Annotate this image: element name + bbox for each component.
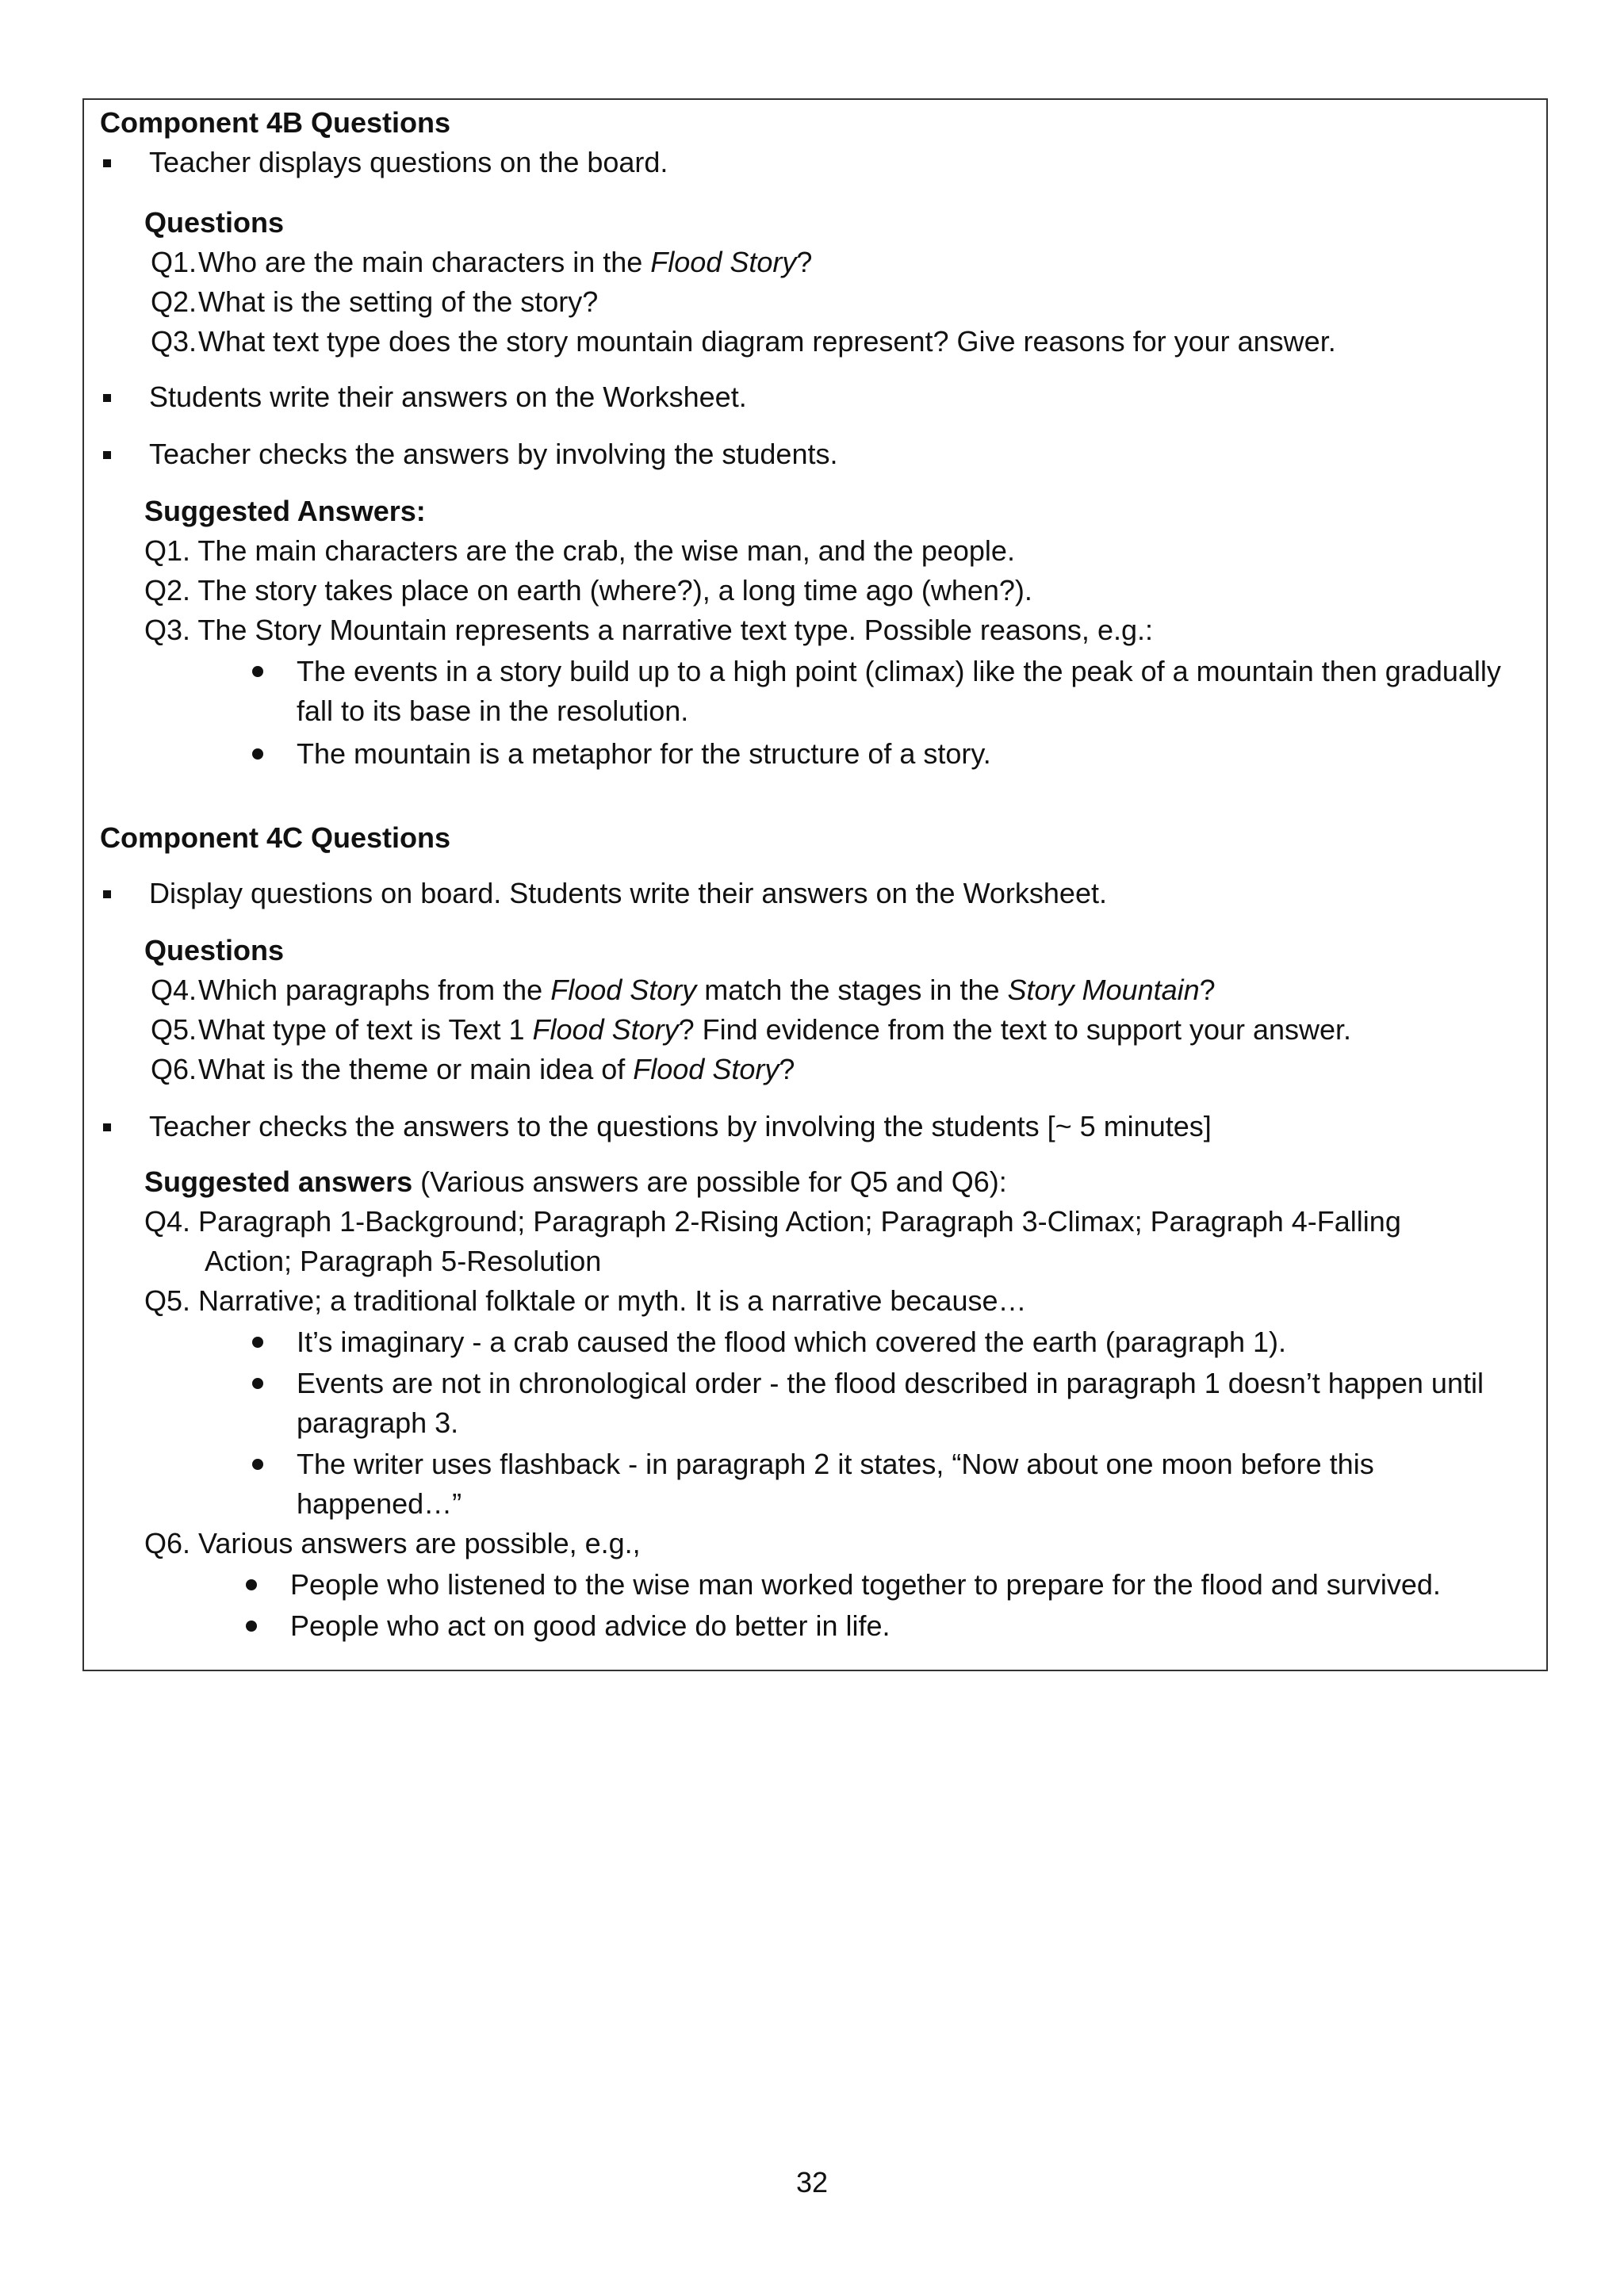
- suggested-answers-heading-4b: Suggested Answers:: [144, 495, 426, 527]
- question-q3: Q3.What text type does the story mountain diagram represent? Give reasons for your answer.: [151, 325, 1336, 358]
- page-number: 32: [795, 2166, 829, 2198]
- square-bullet-icon: [103, 159, 111, 167]
- bullet-icon: [246, 1579, 257, 1590]
- question-q2: Q2.What is the setting of the story?: [151, 285, 599, 318]
- answer-q1: Q1. The main characters are the crab, the wise man, and the people.: [144, 534, 1015, 567]
- bullet-icon: [252, 748, 263, 760]
- q5-reason-continuation: happened…”: [297, 1487, 462, 1520]
- square-bullet-icon: [103, 451, 111, 459]
- answer-q3: Q3. The Story Mountain represents a narrative text type. Possible reasons, e.g.:: [144, 614, 1153, 646]
- question-q4: Q4.Which paragraphs from the Flood Story match the stages in the Story Mountain?: [151, 974, 1216, 1006]
- answer-q5: Q5. Narrative; a traditional folktale or myth. It is a narrative because…: [144, 1284, 1027, 1317]
- q5-reason-continuation: paragraph 3.: [297, 1406, 459, 1439]
- square-bullet-icon: [103, 890, 111, 898]
- component-4b-heading: Component 4B Questions: [100, 106, 451, 139]
- question-q1: Q1.Who are the main characters in the Flood Story?: [151, 246, 813, 278]
- bullet-icon: [252, 1337, 263, 1348]
- answer-q4: Q4. Paragraph 1-Background; Paragraph 2-Rising Action; Paragraph 3-Climax; Paragraph 4-Falling: [144, 1205, 1401, 1238]
- bullet-icon: [246, 1621, 257, 1632]
- question-q6: Q6.What is the theme or main idea of Flood Story?: [151, 1053, 795, 1085]
- suggested-answers-heading-4c: Suggested answers (Various answers are possible for Q5 and Q6):: [144, 1165, 1007, 1198]
- q3-reason-continuation: fall to its base in the resolution.: [297, 695, 689, 727]
- bullet-icon: [252, 1378, 263, 1389]
- bullet-icon: [252, 1459, 263, 1470]
- question-q5: Q5.What type of text is Text 1 Flood Story? Find evidence from the text to support your answer.: [151, 1013, 1352, 1046]
- lesson-content-box: Component 4B Questions Teacher displays questions on the board. Questions Q1.Who are the main characters in the Flood Story? Q2.What is the setting of the story? Q3.What text type does the story mountain diagram represent? Give reasons for your answer. Students write their answers on the Worksheet. Teacher checks the answers by involving the students. Suggested Answers: Q1. The main characters are the crab, the wise man, and the people. Q2. The story takes place on earth (where?), a long time ago (when?). Q3. The Story Mountain represents a narrative text type. Possible reasons, e.g.: The events in a story build up to a high point (climax) like the peak of a mountain then gradually fall to its base in the resolution. The mountain is a metaphor for the structure of a story. Component 4C Questions Display questions on board. Students write their answers on the Worksheet. Questions Q4.Which paragraphs from the Flood Story match the stages in the Story Mountain? Q5.What type of text is Text 1 Flood Story? Find evidence from the text to support your answer. Q6.What is the theme or main idea of Flood Story? Teacher checks the answers to the questions by involving the students [~ 5 minutes] Suggested answers (Various answers are possible for Q5 and Q6): Q4. Paragraph 1-Background; Paragraph 2-Rising Action; Paragraph 3-Climax; Paragraph 4-Falling Action; Paragraph 5-Resolution Q5. Narrative; a traditional folktale or myth. It is a narrative because… It’s imaginary - a crab caused the flood which covered the earth (paragraph 1). Events are not in chronological order - the flood described in paragraph 1 doesn’t happen until paragraph 3. The writer uses flashback - in paragraph 2 it states, “Now about one moon before this happened…” Q6. Various answers are possible, e.g., People who listened to the wise man worked together to prepare for the flood and survived. People who act on good advice do better in life.: [82, 98, 1548, 1671]
- component-4c-heading: Component 4C Questions: [100, 821, 451, 854]
- bullet-icon: [252, 666, 263, 677]
- answer-q4-continuation: Action; Paragraph 5-Resolution: [205, 1245, 602, 1277]
- questions-heading-4c: Questions: [144, 934, 285, 966]
- square-bullet-icon: [103, 1123, 111, 1131]
- answer-q2: Q2. The story takes place on earth (where?), a long time ago (when?).: [144, 574, 1032, 607]
- answer-q6: Q6. Various answers are possible, e.g.,: [144, 1527, 641, 1559]
- questions-heading-4b: Questions: [144, 206, 285, 239]
- square-bullet-icon: [103, 394, 111, 402]
